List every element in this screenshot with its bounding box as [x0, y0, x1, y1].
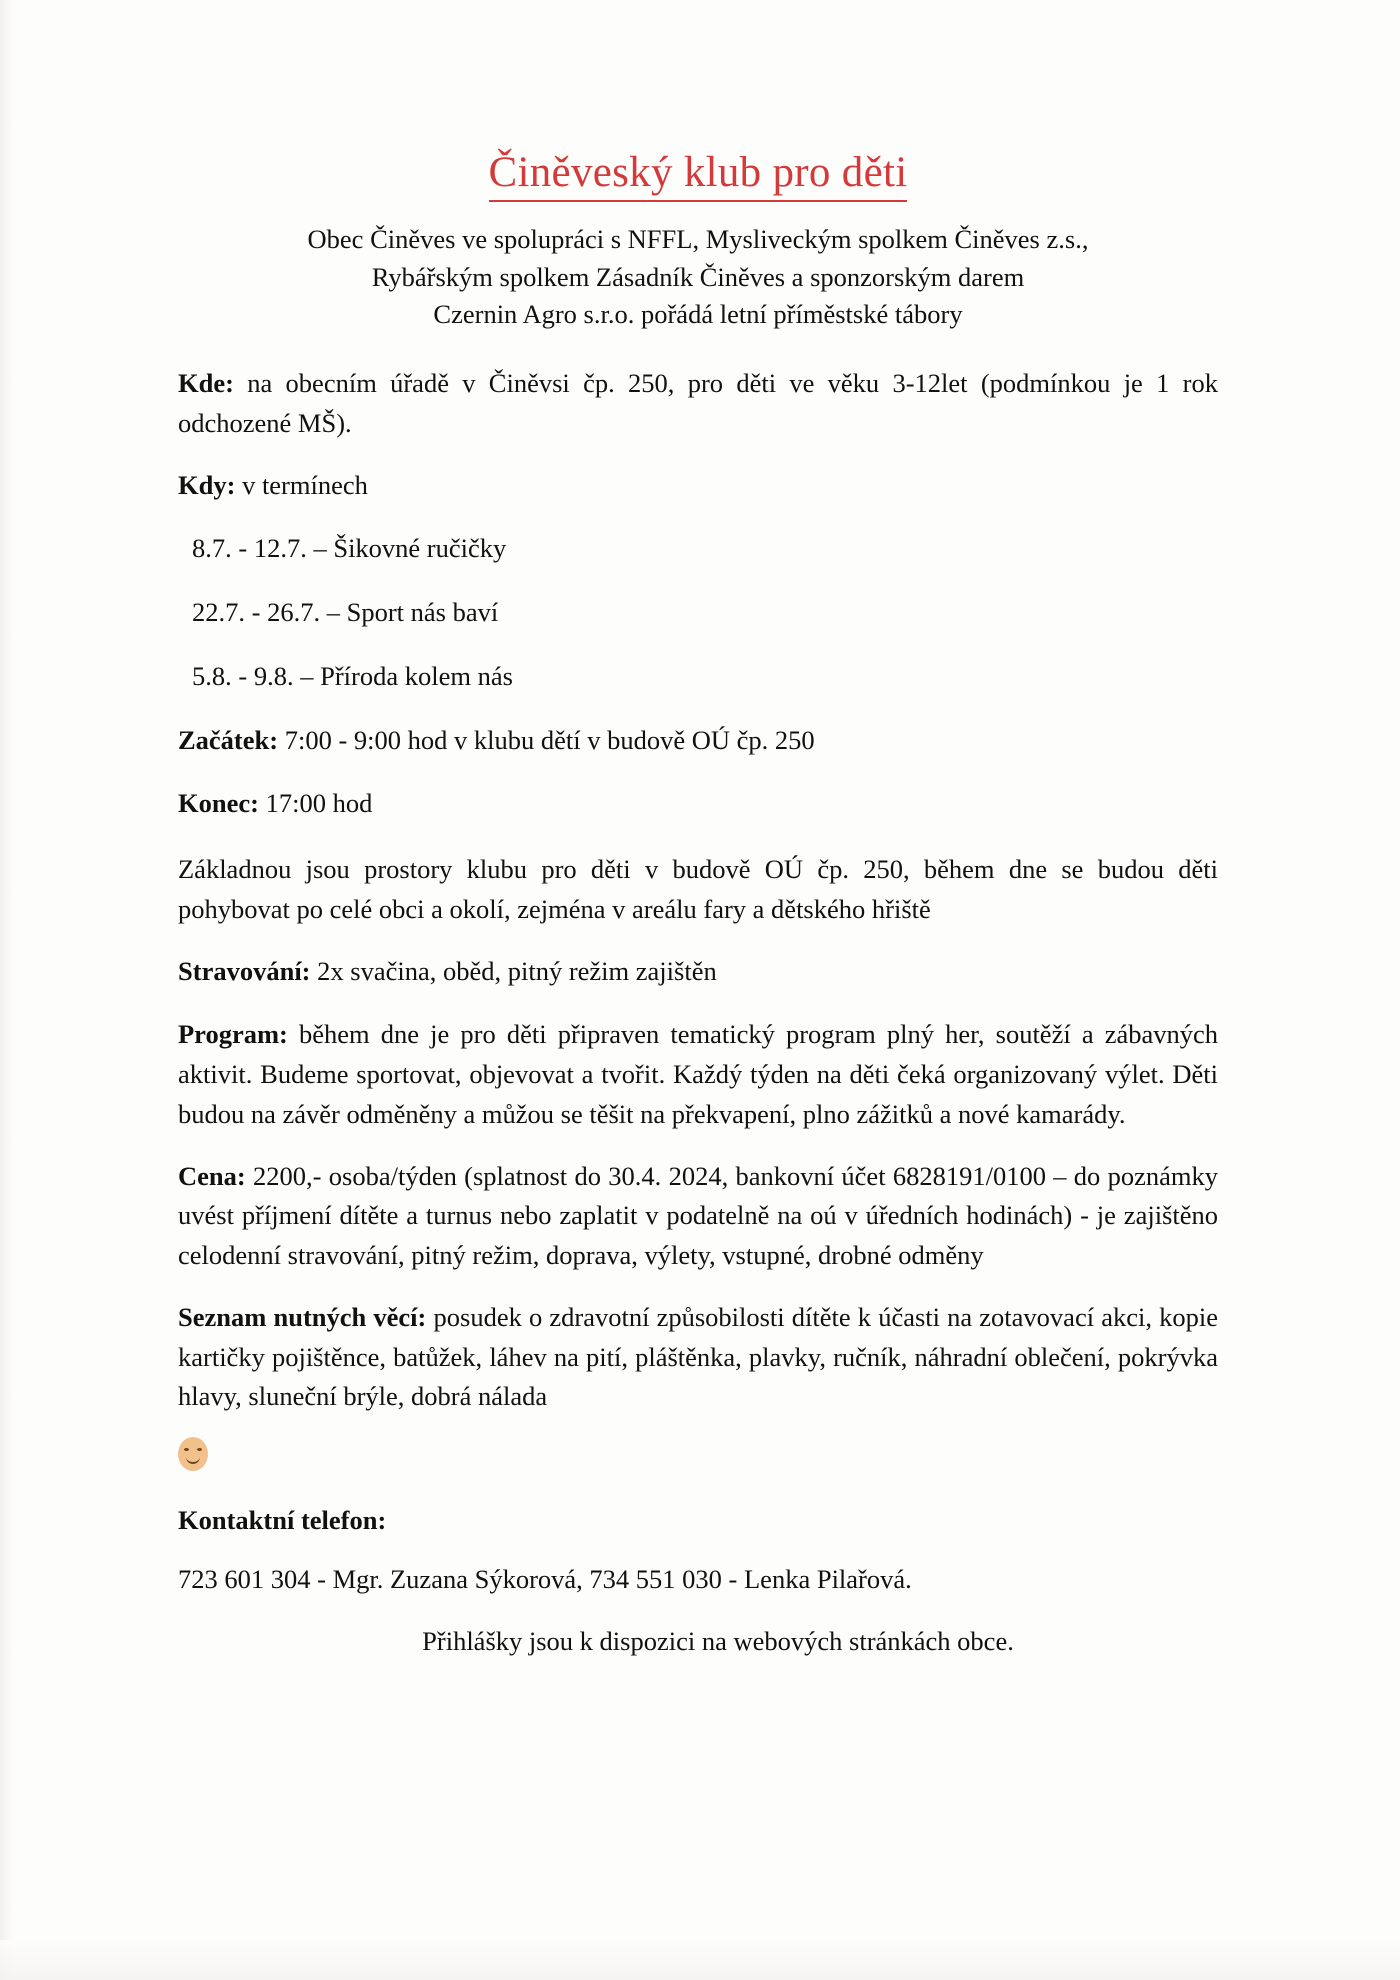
intro-line-3: Czernin Agro s.r.o. pořádá letní příměstské tábory [433, 299, 963, 330]
list-item: 8.7. - 12.7. – Šikovné ručičky [192, 533, 507, 564]
document-content [178, 150, 1218, 1662]
intro-block [178, 221, 1218, 334]
section-zakladna-text: Základnou jsou prostory klubu pro děti v budově OÚ čp. 250, během dne se budou děti pohybovat po celé obci a okolí, zejména v areálu fary a dětského hřiště [178, 854, 1218, 924]
section-kdy [178, 466, 1218, 506]
contact-phone-line: 723 601 304 - Mgr. Zuzana Sýkorová, 734 551 030 - Lenka Pilařová. [178, 1564, 912, 1595]
section-program-label: Program: [178, 1019, 288, 1050]
section-program-text: během dne je pro děti připraven tematický program plný her, soutěží a zábavných aktivit. Budeme sportovat, objevovat a tvořit. Každý týden na děti čeká organizovaný výlet. Děti budou na závěr odměněny a můžou se těšit na překvapení, plno zážitků a nové kamarády. [178, 1019, 1218, 1129]
intro-line-2: Rybářským spolkem Zásadník Činěves a sponzorským darem [371, 261, 1025, 292]
intro-line-1: Obec Činěves ve spolupráci s NFFL, Mysliveckým spolkem Činěves z.s., [307, 224, 1089, 255]
scan-edge-bottom [0, 1940, 1400, 1980]
section-kdy-text: v termínech [235, 469, 368, 500]
section-kde-text: na obecním úřadě v Činěvsi čp. 250, pro děti ve věku 3-12let (podmínkou je 1 rok odchozené MŠ). [178, 368, 1218, 438]
term-list [178, 529, 1218, 696]
section-stravovani-label: Stravování: [178, 955, 311, 986]
section-program [178, 1015, 1218, 1134]
section-stravovani [178, 952, 1218, 992]
section-kde-label: Kde: [178, 368, 234, 399]
section-konec [178, 784, 1218, 824]
list-item: 5.8. - 9.8. – Příroda kolem nás [192, 660, 513, 691]
section-cena [178, 1157, 1218, 1276]
section-seznam [178, 1298, 1218, 1417]
section-konec-text: 17:00 hod [258, 788, 373, 819]
section-cena-text: 2200,- osoba/týden (splatnost do 30.4. 2024, bankovní účet 6828191/0100 – do poznámky uvést příjmení dítěte a turnus nebo zaplatit v podatelně na oú v úředních hodinách) - je zajištěno celodenní stravování, pitný režim, doprava, výlety, vstupné, drobné odměny [178, 1160, 1218, 1271]
section-kdy-label: Kdy: [178, 469, 236, 500]
page-title [178, 150, 1218, 195]
contact-heading: Kontaktní telefon: [178, 1505, 387, 1536]
section-stravovani-text: 2x svačina, oběd, pitný režim zajištěn [310, 955, 717, 986]
section-cena-label: Cena: [178, 1160, 246, 1191]
page-title-text: Činěveský klub pro děti [489, 149, 908, 202]
section-zacatek [178, 721, 1218, 761]
section-zacatek-label: Začátek: [178, 724, 279, 755]
scan-edge-left [0, 0, 14, 1980]
section-konec-label: Konec: [178, 788, 259, 819]
section-seznam-text: posudek o zdravotní způsobilosti dítěte k účasti na zotavovací akci, kopie kartičky pojištěnce, batůžek, láhev na pití, pláštěnka, plavky, ručník, náhradní oblečení, pokrývka hlavy, sluneční brýle, dobrá nálada [178, 1301, 1218, 1412]
section-zacatek-text: 7:00 - 9:00 hod v klubu dětí v budově OÚ čp. 250 [278, 724, 815, 755]
section-seznam-label: Seznam nutných věcí: [178, 1301, 427, 1332]
section-zakladna [178, 850, 1218, 930]
section-kde [178, 364, 1218, 444]
list-item: 22.7. - 26.7. – Sport nás baví [192, 597, 499, 628]
smiling-face-emoji [178, 1437, 208, 1471]
emoji-row [178, 1433, 1218, 1471]
footer-note: Přihlášky jsou k dispozici na webových stránkách obce. [422, 1625, 1014, 1656]
